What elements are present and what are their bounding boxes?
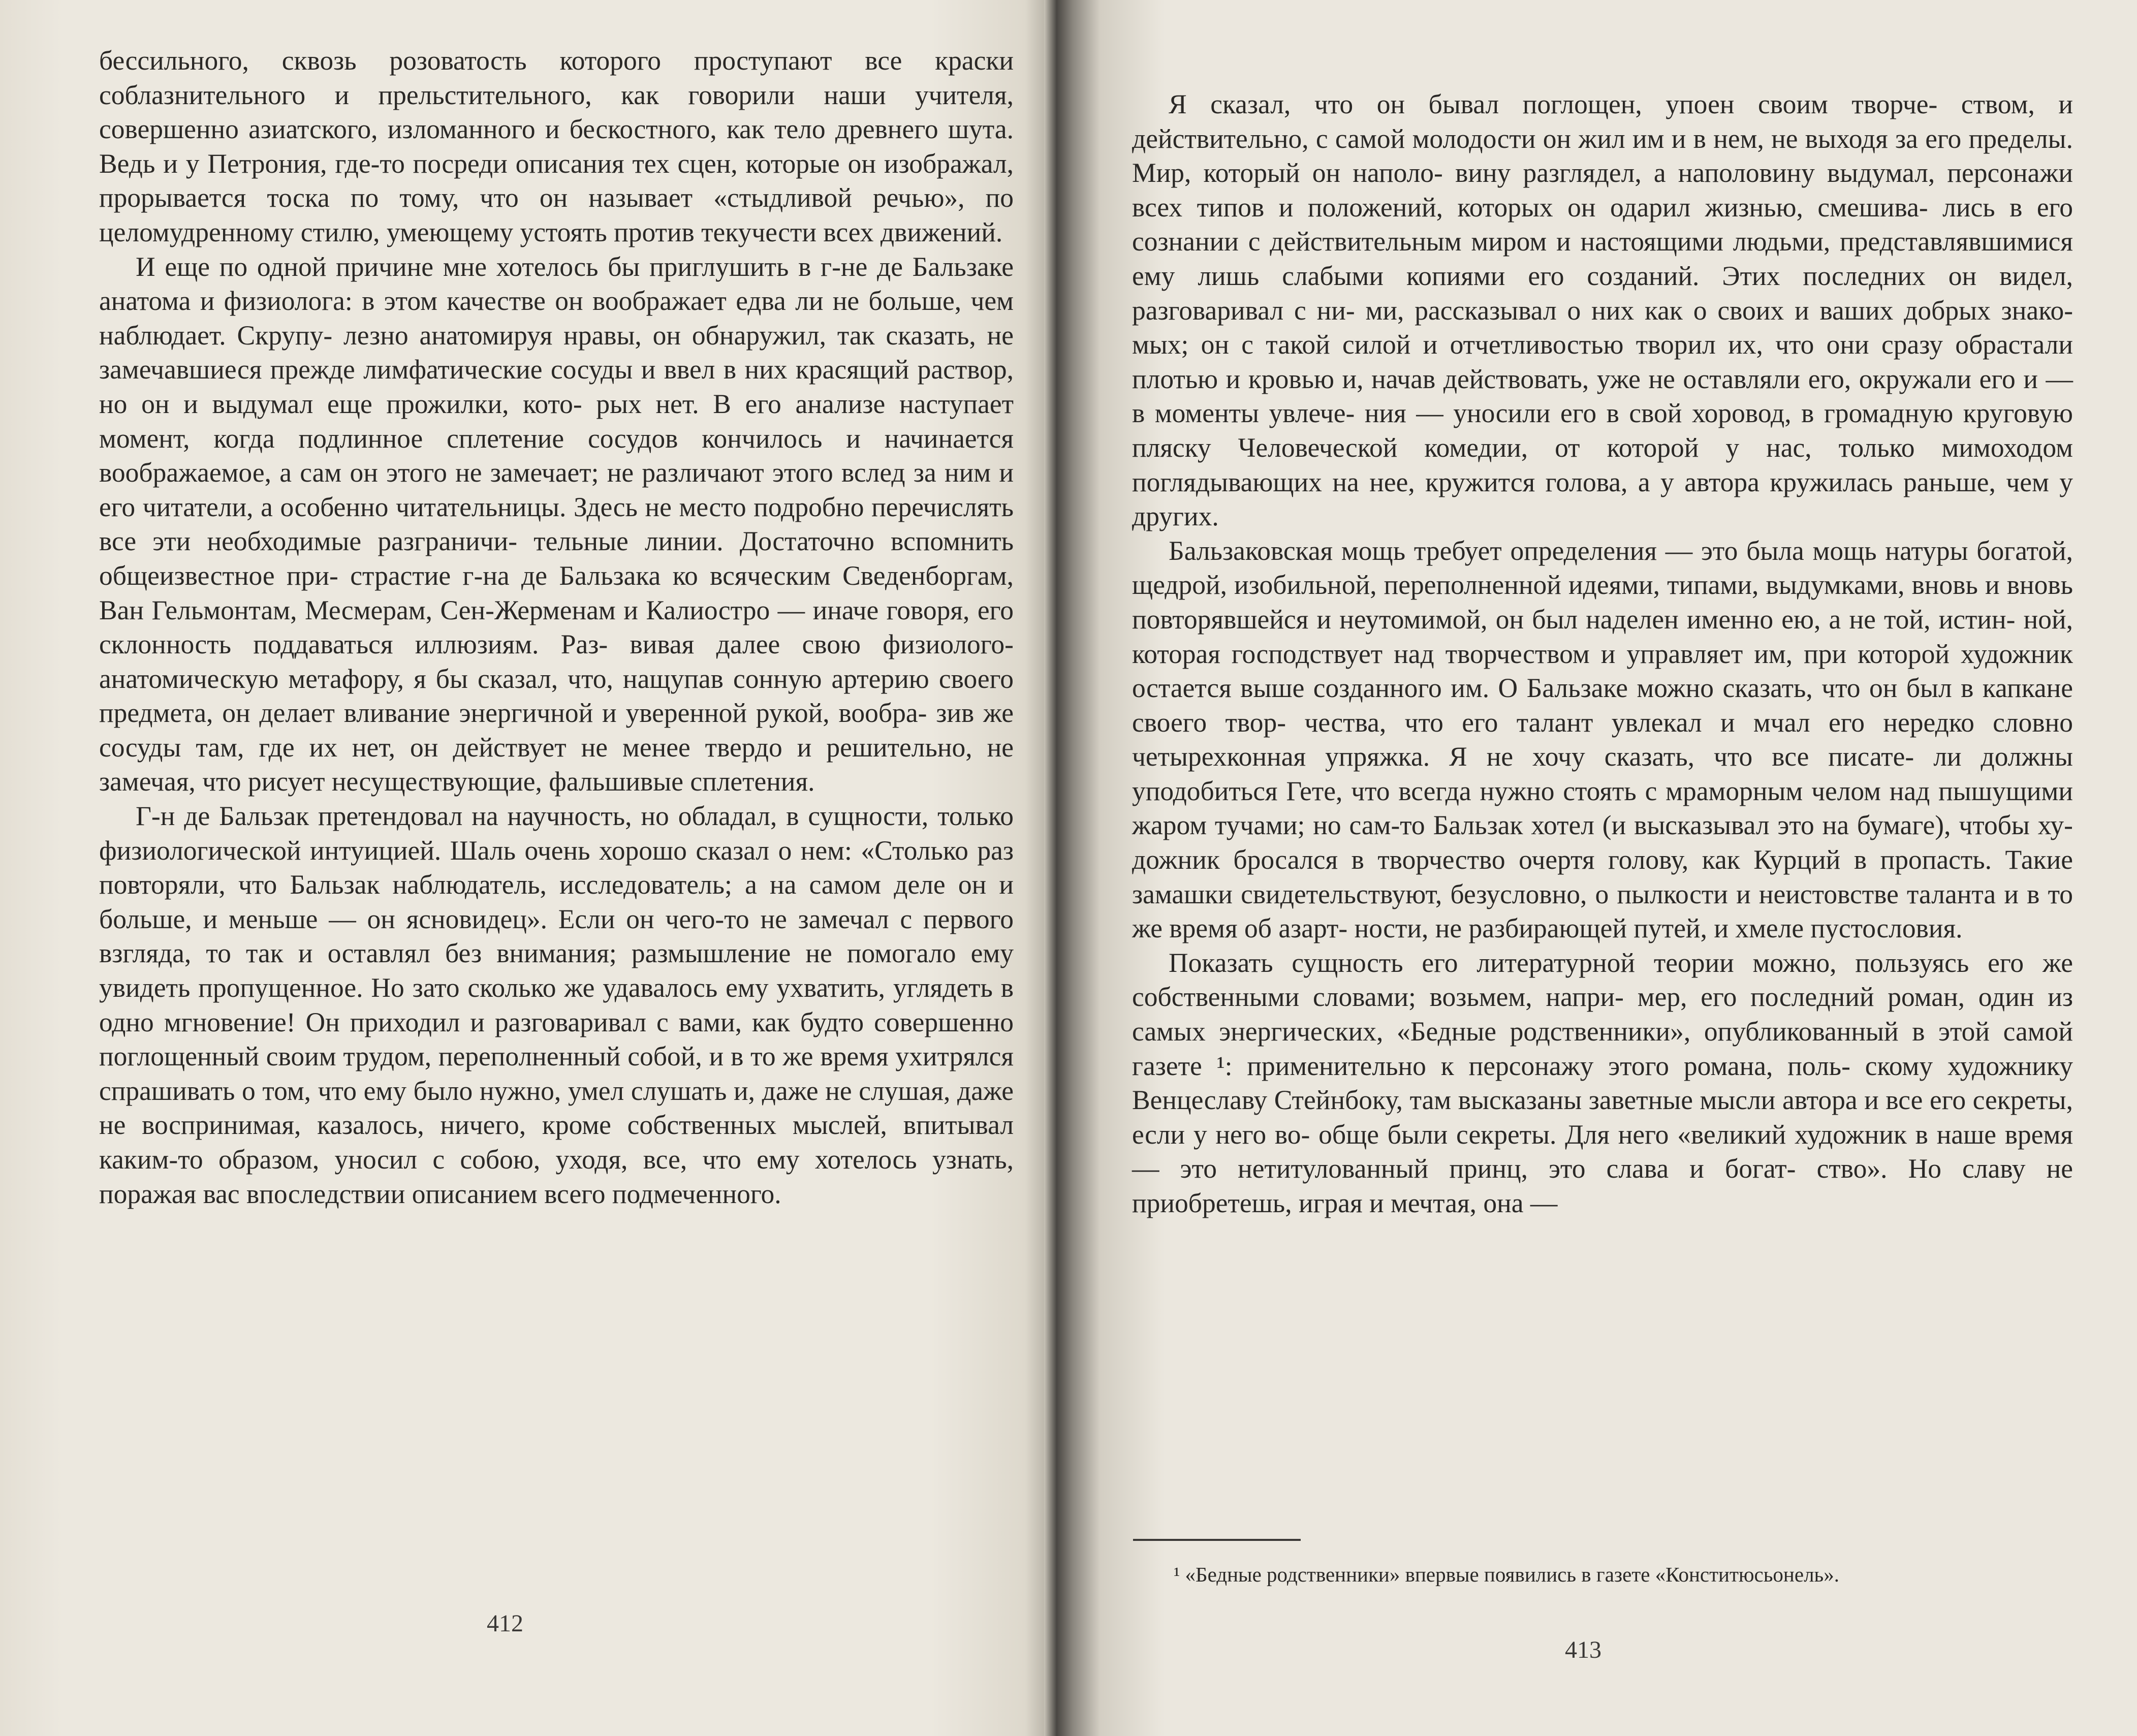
text-line: он делает вливание энергичной и уверенной рукой, вообра- (222, 698, 927, 729)
text-line: подробно перечислять все эти необходимые разграничи- (99, 491, 1014, 557)
text-line: и неутомимой, он был наделен именно ею, а не той, истин- (1316, 604, 2016, 635)
text-line: в г-не де Бальзаке анатома и физиолога: в этом качестве он (99, 251, 1014, 317)
text-line: иначе говоря, его склонность поддаваться иллюзиям. Раз- (99, 594, 1014, 660)
text-line: вивая далее свою физиолого-анатомическую метафору, (99, 629, 1014, 694)
paragraph (1132, 946, 2073, 1221)
text-line: впитывал каким-то образом, уносил с собою, уходя, все, что (99, 1110, 1014, 1175)
paragraph (1132, 534, 2073, 946)
text-line: не оставляли его, окружали его и — в моменты увлече- (1132, 363, 2073, 429)
text-line: мраморным челом над пышущими жаром тучами; но сам-то (1132, 775, 2073, 841)
text-line: страстие г-на де Бальзака ко всяческим Сведенборгам, Ван (99, 560, 1014, 625)
text-line: ния — уносили его в свой хоровод, в громадную круговую (1364, 398, 2073, 429)
text-line: ной, которая господствует над творчеством и управляет им, (1132, 604, 2073, 669)
text-line: мгновение! Он приходил и разговаривал с вами, как будто (164, 1006, 864, 1037)
text-line: И еще по одной причине мне хотелось бы приглушить (136, 251, 789, 282)
paragraph (1132, 87, 2073, 534)
text-line: время — это нетитулованный принц, это слава и богат- (1132, 1119, 2073, 1184)
left-page (0, 0, 1057, 1736)
text-line: людьми, представлявшимися ему лишь слабыми копиями (1132, 226, 2073, 291)
text-line: Я сказал, что он бывал поглощен, упоен своим творче- (1169, 89, 1938, 119)
text-line: ством, и действительно, с самой молодости он жил им (1132, 89, 2073, 154)
text-line: скому художнику Венцеславу Стейнбоку, там высказаны (1132, 1050, 2073, 1116)
text-line: ми, рассказывал о них как о своих и ваших добрых знако- (1365, 295, 2073, 326)
text-line: типов и положений, которых он одарил жизнью, смешива- (1197, 192, 1928, 223)
text-line: совершенно поглощенный своим трудом, переполненный (99, 1006, 1014, 1072)
text-line: лезно анатомируя нравы, он обнаружил, так сказать, не (343, 320, 1014, 351)
text-line: фальшивые сплетения. (549, 766, 815, 797)
text-line: сплетение сосудов кончилось и начинается воображаемое, (99, 423, 1014, 488)
footnote-divider (1133, 1539, 1301, 1541)
text-line: о пылкости и неистовстве таланта и в то же время об азарт- (1132, 878, 2073, 944)
text-line: замечавшиеся прежде лимфатические сосуды и ввел в них (99, 354, 788, 385)
text-line: очень хорошо сказал о нем: «Столько раз повторяли, что (99, 835, 1014, 900)
text-line: лись в его сознании с действительным миром и настоящими (1132, 192, 2073, 257)
page-number-left: 412 (487, 1610, 523, 1637)
text-line: заветные мысли автора и все его секреты, если у него во- (1132, 1085, 2073, 1150)
text-line: бескостного, как тело древнего шута. Ведь и у Петрония, (99, 114, 1014, 179)
text-line: «Бедные родственники», опубликованный в этой самой (1397, 1016, 2073, 1047)
text-line: чества, что его талант увлекал и мчал его нередко словно (1304, 707, 2073, 738)
text-line: воспринимая, казалось, ничего, кроме собственных мыслей, (142, 1110, 887, 1141)
paragraph (99, 250, 1014, 800)
text-line: пользуясь его же собственными словами; возьмем, напри- (1132, 947, 2073, 1013)
text-line: зато сколько же удавалось ему ухватить, углядеть в одно (99, 972, 1014, 1037)
text-line: собой, и в то же время ухитрялся спрашивать о том, что ему (99, 1041, 1014, 1106)
text-line: мощь натуры богатой, щедрой, изобильной, переполненной (1132, 535, 2073, 601)
text-line: газете ¹: применительно к персонажу этого романа, поль- (1132, 1050, 1850, 1081)
footnote: ¹ «Бедные родственники» впервые появились в газете «Конститюсьонель». (1174, 1563, 1839, 1586)
text-line: наши учителя, совершенно азиатского, изломанного и (99, 79, 1014, 145)
text-line: где-то посреди описания тех сцен, которые он изображал, (335, 148, 1014, 179)
text-line: в пропасть. Такие замашки свидетельствуют, безусловно, (1132, 844, 2073, 909)
text-line: и решительно, не замечая, что рисует несуществующие, (99, 732, 1014, 797)
text-line: и его читатели, а особенно читательницы. Здесь не место (99, 457, 1014, 522)
text-line: тельные линии. Достаточно вспомнить общеизвестное при- (99, 526, 1014, 591)
text-line: ности, не разбирающей путей, и хмеле пустословия. (1354, 913, 1963, 944)
text-line: четырехконная упряжка. Я не хочу сказать, что все писате- (1132, 741, 1914, 772)
text-line: краски соблазнительного и прельстительного, как говорили (99, 45, 1014, 110)
right-page-body (1132, 87, 2073, 1221)
paragraph (99, 44, 1014, 250)
text-line: Г-н де Бальзак претендовал на научность, но обладал, (136, 801, 777, 832)
text-line: мер, его последний роман, один из самых энергических, (1132, 982, 2073, 1047)
text-line: размышление не помогало ему увидеть пропущенное. Но (99, 938, 1014, 1003)
text-line: Бальзаковская мощь требует определения — это была (1169, 535, 1804, 566)
text-line: против текучести всех движений. (614, 216, 1003, 247)
text-line: мимоходом поглядывающих на нее, кружится голова, а у (1132, 432, 2073, 497)
left-page-body (99, 44, 1014, 1211)
text-line: его созданий. Этих последних он видел, разговаривал с ни- (1132, 260, 2073, 326)
text-line: красящий раствор, но он и выдумал еще прожилки, кото- (99, 354, 1014, 419)
text-line: бессильного, сквозь розоватость которого проступают все (99, 45, 902, 76)
text-line: я бы сказал, что, нащупав сонную артерию своего предмета, (99, 663, 1014, 729)
text-line: ли должны уподобиться Гете, что всегда нужно стоять с (1132, 741, 2073, 806)
text-line: пляску Человеческой комедии, от которой у нас, только (1132, 432, 1915, 463)
text-line: ему хотелось узнать, поражая вас впоследствии описанием (99, 1144, 1014, 1209)
paragraph (99, 799, 1014, 1211)
text-line: в сущности, только физиологической интуицией. Шаль (99, 801, 1014, 866)
text-line: и больше, и меньше — он ясновидец». Если он чего-то не (99, 869, 1014, 934)
text-line: дожник бросался в творчество очертя голову, как Курций (1132, 844, 1841, 875)
text-line: ство». Но славу не приобретешь, играя и мечтая, она — (1132, 1153, 2073, 1218)
text-line: мых; он с такой силой и отчетливостью творил их, что они (1132, 329, 1869, 360)
text-line: при которой художник остается выше созданного им. О (1132, 638, 2073, 704)
text-line: идеями, типами, выдумками, вновь и вновь повторявшейся (1132, 570, 2073, 635)
text-line: замечал с первого взгляда, то так и оставлял без внимания; (99, 903, 1014, 969)
text-line: а сам он этого не замечает; не различают этого вслед за ним (279, 457, 991, 488)
text-line: сразу обрастали плотью и кровью и, начав действовать, уже (1132, 329, 2073, 394)
page-number-right: 413 (1565, 1636, 1601, 1663)
text-line: было нужно, умел слушать и, даже не слушая, даже не (99, 1075, 1014, 1141)
text-line: обще были секреты. Для него «великий художник в наше (1318, 1119, 1997, 1150)
text-line: Бальзаке можно сказать, что он был в капкане своего твор- (1132, 673, 2073, 738)
text-line: автора кружилась раньше, чем у других. (1132, 466, 2073, 532)
right-page (1057, 0, 2137, 1736)
text-line: речью», по целомудренному стилю, умеющему устоять (99, 182, 1014, 247)
text-line: Бальзак наблюдатель, исследователь; а на самом деле он (290, 869, 987, 900)
text-line: Показать сущность его литературной теории можно, (1169, 947, 1837, 978)
text-line: Гельмонтам, Месмерам, Сен-Жерменам и Калиостро — (151, 594, 805, 625)
text-line: Бальзак хотел (и высказывал это на бумаге), чтобы ху- (1433, 810, 2073, 841)
text-line: зив же сосуды там, где их нет, он действует не менее твердо (99, 698, 1014, 763)
text-line: рых нет. В его анализе наступает момент, когда подлинное (99, 388, 1014, 454)
text-line: всего подмеченного. (544, 1178, 781, 1209)
text-line: и в нем, не выходя за его пределы. Мир, который он наполо- (1132, 123, 2073, 188)
text-line: вину разглядел, а наполовину выдумал, персонажи всех (1132, 157, 2073, 223)
text-line: воображает едва ли не больше, чем наблюдает. Скрупу- (99, 286, 1014, 351)
text-line: прорывается тоска по тому, что он называет «стыдливой (99, 182, 852, 213)
